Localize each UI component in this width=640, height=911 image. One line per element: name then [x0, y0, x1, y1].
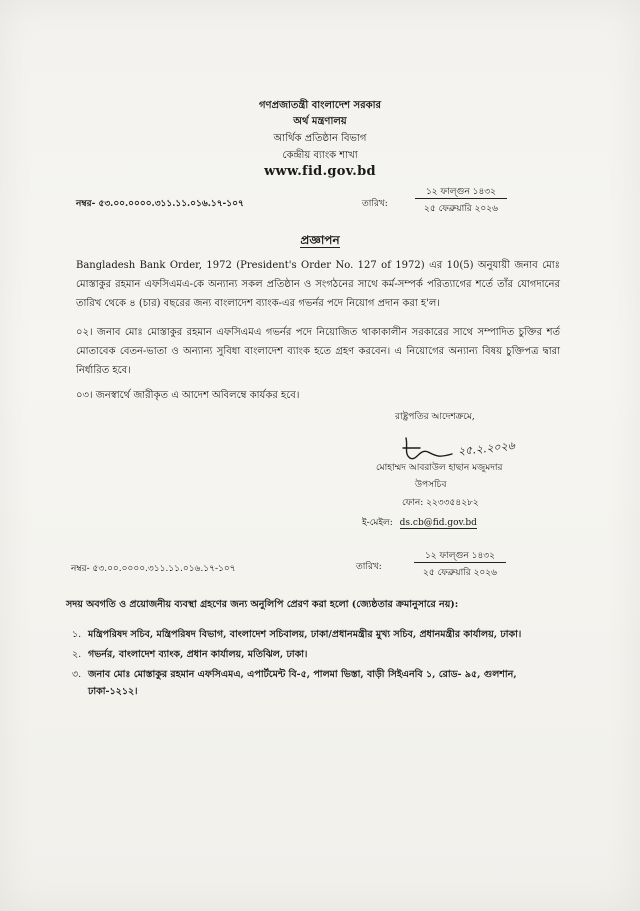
handwritten-date: ২৫.২.২০২৬ [457, 439, 516, 458]
order-line: রাষ্ট্রপতির আদেশক্রমে, [395, 412, 475, 422]
branch-name: কেন্দ্রীয় ব্যাংক শাখা [282, 150, 358, 161]
ministry-name: অর্থ মন্ত্রণালয় [293, 116, 347, 127]
memo-number-top: নম্বর- ৫৩.০০.০০০০.৩১১.১১.০১৬.১৭-১০৭ [76, 199, 244, 209]
list-item [72, 646, 554, 663]
memo-number-bottom: নম্বর- ৫৩.০০.০০০০.৩১১.১১.০১৬.১৭-১০৭ [71, 564, 236, 574]
signer-designation: উপসচিব [415, 480, 447, 490]
copy-intro: সদয় অবগতি ও প্রয়োজনীয় ব্যবস্থা গ্রহণের জন্য অনুলিপি প্রেরণ করা হলো (জ্যেষ্ঠতার ক্রমানুসারে নয়): [66, 599, 459, 610]
division-name: আর্থিক প্রতিষ্ঠান বিভাগ [273, 133, 367, 144]
list-item-number: ২. [72, 649, 82, 660]
copy-list [72, 626, 554, 700]
list-item-number: ১. [72, 629, 82, 640]
paragraph-2: ০২। জনাব মোঃ মোস্তাকুর রহমান এফসিএমএ গভর্নর পদে নিয়োজিত থাকাকালীন সরকারের সাথে সম্পাদিত চুক্তির শর্ত মোতাবেক বেতন-ভাতা ও অন্যান্য সুবিধা বাংলাদেশ ব্যাংক হতে গ্রহণ করবেন। এ নিয়োগের অন্যান্য বিষয় চুক্তিপত্র দ্বারা নির্ধারিত হবে। [76, 327, 560, 376]
list-item-text: গভর্নর, বাংলাদেশ ব্যাংক, প্রধান কার্যালয়, মতিঝিল, ঢাকা। [88, 649, 308, 660]
email-label: ই-মেইল: [362, 518, 393, 528]
signer-phone: ফোন: ২২৩৩৫৪২৮২ [402, 498, 479, 508]
paragraph-1: Bangladesh Bank Order, 1972 (President's Order No. 127 of 1972) এর 10(5) অনুযায়ী জনাব মোঃ মোস্তাকুর রহমান এফসিএমএ-কে অন্যান্য সকল প্রতিষ্ঠান ও সংগঠনের সাথে কর্ম-সম্পর্ক পরিত্যাগের শর্তে তাঁর যোগদানের তারিখ থেকে ৪ (চার) বছরের জন্য বাংলাদেশ ব্যাংক-এর গভর্নর পদে নিয়োগ প্রদান করা হ'ল। [76, 260, 560, 309]
list-item-number: ৩. [72, 669, 82, 680]
list-item-text: মন্ত্রিপরিষদ সচিব, মন্ত্রিপরিষদ বিভাগ, বাংলাদেশ সচিবালয়, ঢাকা/প্রধানমন্ত্রীর মুখ্য সচিব, প্রধানমন্ত্রীর কার্যালয়, ঢাকা। [88, 629, 522, 640]
list-item [72, 666, 554, 700]
signer-name: মোহাম্মদ আবরাউল হাছান মজুমদার [376, 463, 503, 473]
date-label-top: তারিখ: [362, 199, 388, 209]
website-link[interactable]: www.fid.gov.bd [264, 164, 376, 179]
list-item [72, 626, 554, 643]
date-bangla-top: ১২ ফাল্গুন ১৪৩২ [415, 186, 507, 199]
date-gregorian-top: ২৫ ফেব্রুয়ারি ২০২৬ [424, 204, 498, 214]
paragraph-3: ০৩। জনস্বার্থে জারীকৃত এ আদেশ অবিলম্বে কার্যকর হবে। [76, 390, 300, 401]
date-label-bottom: তারিখ: [356, 562, 382, 572]
signature-scribble-icon [398, 434, 458, 464]
signer-email-link[interactable]: ds.cb@fid.gov.bd [399, 518, 477, 528]
date-gregorian-bottom: ২৫ ফেব্রুয়ারি ২০২৬ [423, 568, 497, 578]
govt-name: গণপ্রজাতন্ত্রী বাংলাদেশ সরকার [259, 100, 381, 111]
date-bangla-bottom: ১২ ফাল্গুন ১৪৩২ [414, 550, 506, 563]
list-item-text: জনাব মোঃ মোস্তাকুর রহমান এফসিএমএ, এপার্টমেন্ট বি-৫, পালমা ভিস্তা, বাড়ী সিইএনবি ১, রোড- ৯৫, গুলশান, ঢাকা-১২১২। [88, 669, 517, 697]
notification-title: প্রজ্ঞাপন [300, 233, 340, 247]
